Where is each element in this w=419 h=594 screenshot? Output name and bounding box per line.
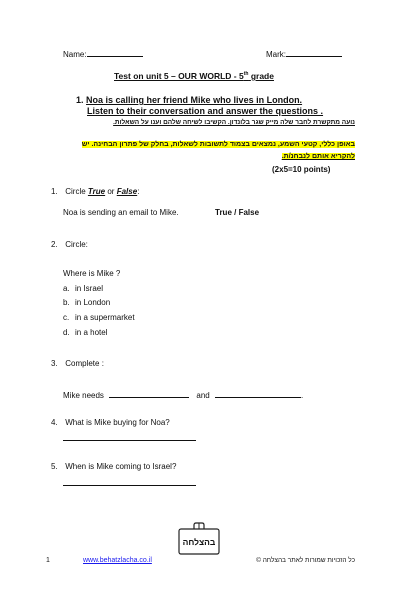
q2-heading bbox=[51, 240, 88, 249]
name-blank[interactable] bbox=[87, 47, 143, 57]
q2-option-b-letter: b. bbox=[63, 298, 70, 307]
copyright-text: כל הזכויות שמורות לאתר בהצלחה © bbox=[256, 557, 355, 564]
intro-line-2: Listen to their conversation and answer the questions . bbox=[87, 106, 324, 116]
points-text: (2x5=10 points) bbox=[272, 165, 331, 174]
note-line-2 bbox=[282, 153, 355, 160]
name-label: Name: bbox=[63, 50, 87, 59]
q3-number: 3. bbox=[51, 359, 58, 368]
q1-choices[interactable]: True / False bbox=[215, 208, 260, 217]
q3-blank-1[interactable] bbox=[109, 388, 189, 398]
q3-and-word: and bbox=[196, 391, 210, 400]
q4-answer-line[interactable] bbox=[63, 440, 196, 441]
q5-number: 5. bbox=[51, 462, 58, 471]
q3-sentence bbox=[63, 388, 303, 400]
q2-number: 2. bbox=[51, 240, 58, 249]
q3-heading bbox=[51, 359, 104, 368]
title-suffix: grade bbox=[250, 71, 274, 81]
q2-label: Circle: bbox=[65, 240, 88, 249]
q2-option-b-text: in London bbox=[75, 298, 111, 307]
q4-question: What is Mike buying for Noa? bbox=[65, 418, 170, 427]
q1-sentence: Noa is sending an email to Mike. bbox=[63, 208, 179, 217]
page-title bbox=[114, 71, 274, 81]
q2-option-c-letter: c. bbox=[63, 313, 70, 322]
note-line2-text: להקריא אותם לנבחנ/ת. bbox=[281, 153, 355, 160]
mark-label: Mark: bbox=[266, 50, 286, 59]
title-sup: th bbox=[243, 71, 249, 78]
intro-line1-text: Noa is calling her friend Mike who lives in London. bbox=[86, 95, 303, 105]
q3-period: . bbox=[300, 391, 304, 400]
q5-answer-line[interactable] bbox=[63, 485, 196, 486]
q1-number: 1. bbox=[51, 187, 58, 196]
q1-true-word: True bbox=[87, 187, 106, 196]
q1-false-word: False bbox=[116, 187, 138, 196]
q1-or-word: or bbox=[107, 187, 115, 196]
logo-text: בהצלחה bbox=[182, 537, 216, 547]
q5-question: When is Mike coming to Israel? bbox=[65, 462, 177, 471]
logo bbox=[173, 522, 225, 556]
intro-hebrew: נועה מתקשרת לחבר שלה מייק שגר בלונדון. הקשיבו לשיחה שלהם וענו על השאלות. bbox=[113, 119, 355, 126]
q3-sentence-start: Mike needs bbox=[63, 391, 104, 400]
q2-option-a-letter: a. bbox=[63, 284, 70, 293]
title-text: Test on unit 5 – OUR WORLD - 5 bbox=[114, 71, 244, 81]
q2-option-c-text: in a supermarket bbox=[75, 313, 135, 322]
q2-question: Where is Mike ? bbox=[63, 269, 121, 278]
q4-number: 4. bbox=[51, 418, 58, 427]
page-number: 1 bbox=[46, 557, 50, 564]
note-line-1 bbox=[82, 141, 355, 148]
q1-prefix: Circle bbox=[65, 187, 86, 196]
q2-option-d[interactable] bbox=[63, 328, 107, 337]
q4-heading bbox=[51, 418, 170, 427]
name-field bbox=[63, 47, 143, 59]
intro-line-1 bbox=[76, 95, 302, 105]
mark-field bbox=[266, 47, 342, 59]
q2-option-a[interactable] bbox=[63, 284, 103, 293]
note-line1-text: באופן כללי, קטעי השמע, נמצאים בצמוד לתשובות לשאלות, בחלק של פתרון הבחינה. יש bbox=[81, 141, 355, 148]
mark-blank[interactable] bbox=[286, 47, 342, 57]
q5-heading bbox=[51, 462, 176, 471]
website-link[interactable]: www.behatzlacha.co.il bbox=[83, 557, 152, 564]
intro-number: 1. bbox=[76, 95, 84, 105]
q2-option-c[interactable] bbox=[63, 313, 135, 322]
q1-colon: : bbox=[137, 187, 140, 196]
q2-option-d-text: in a hotel bbox=[75, 328, 108, 337]
q3-label: Complete : bbox=[65, 359, 104, 368]
q2-option-b[interactable] bbox=[63, 298, 110, 307]
q3-blank-2[interactable] bbox=[215, 388, 304, 400]
q2-option-d-letter: d. bbox=[63, 328, 70, 337]
q2-option-a-text: in Israel bbox=[75, 284, 104, 293]
q1-heading bbox=[51, 187, 139, 196]
